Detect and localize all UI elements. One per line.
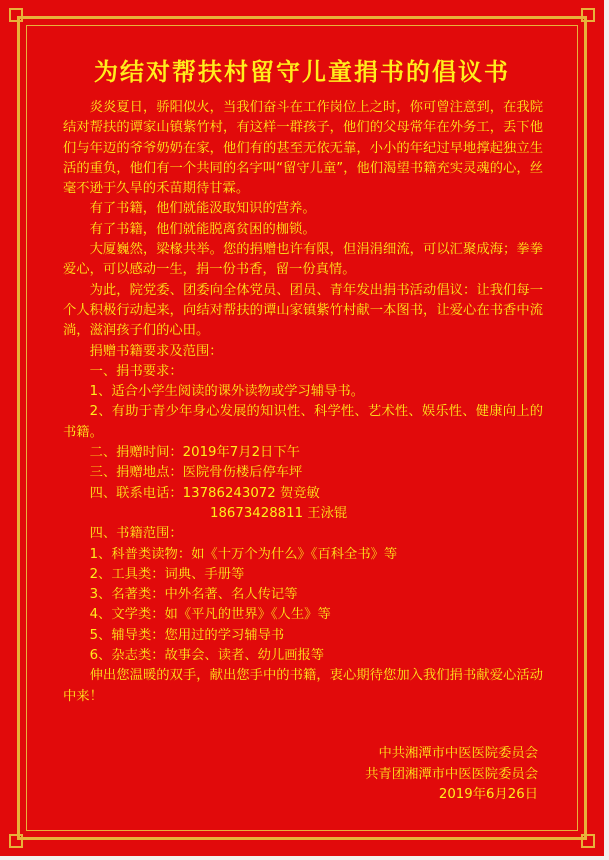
corner-ornament: [581, 834, 595, 848]
list-item: 1、科普类读物：如《十万个为什么》《百科全书》等: [89, 546, 398, 562]
contact-phone: 四、联系电话：13786243072 贺竞敏: [89, 485, 320, 501]
signature-org: 中共湘潭市中医医院委员会: [378, 746, 538, 761]
list-item: 4、文学类：如《平凡的世界》《人生》等: [89, 607, 331, 623]
page-title: 为结对帮扶村留守儿童捐书的倡议书: [94, 58, 510, 86]
paragraph: 有了书籍，他们就能脱离贫困的枷锁。: [89, 221, 316, 237]
corner-ornament: [9, 8, 23, 22]
list-item: 2、有助于青少年身心发展的知识性、科学性、艺术性、娱乐性、健康向上的书籍。: [63, 404, 543, 440]
paragraph: 为此，院党委、团委向全体党员、团员、青年发出捐书活动倡议：让我们每一个人积极行动起来，向结对帮扶的谭山家镇紫竹村献一本图书，让爱心在书香中流淌，滋润孩子们的心田。: [63, 282, 543, 339]
section-heading: 一、捐书要求：: [89, 363, 183, 379]
corner-ornament: [581, 8, 595, 22]
closing-paragraph: 伸出您温暖的双手，献出您手中的书籍，衷心期待您加入我们捐书献爱心活动中来！: [63, 668, 543, 704]
signature-date: 2019年6月26日: [438, 787, 538, 802]
paragraph: 大厦巍然，梁椽共举。您的捐赠也许有限，但涓涓细流，可以汇聚成海；拳拳爱心，可以感动一生，捐一份书香，留一份真情。: [63, 242, 543, 278]
section-heading: 四、书籍范围：: [89, 526, 183, 542]
paragraph: 有了书籍，他们就能汲取知识的营养。: [89, 201, 316, 217]
signature-block: [365, 744, 538, 806]
list-item: 2、工具类：词典、手册等: [89, 566, 245, 582]
proposal-body: [63, 98, 543, 707]
donation-time: 二、捐赠时间：2019年7月2日下午: [89, 445, 300, 461]
list-item: 5、辅导类：您用过的学习辅导书: [89, 627, 285, 643]
donation-place: 三、捐赠地点：医院骨伤楼后停车坪: [89, 465, 303, 481]
requirements-heading: 捐赠书籍要求及范围：: [89, 343, 223, 359]
signature-org: 共青团湘潭市中医医院委员会: [365, 766, 538, 782]
corner-ornament: [9, 834, 23, 848]
list-item: 1、适合小学生阅读的课外读物或学习辅导书。: [89, 384, 364, 400]
contact-phone: 18673428811 王泳锟: [210, 505, 348, 521]
intro-paragraph: 炎炎夏日，骄阳似火，当我们奋斗在工作岗位上之时，你可曾注意到，在我院结对帮扶的谭家山镇紫竹村，有这样一群孩子，他们的父母常年在外务工，丢下他们与年迈的爷爷奶奶在家，他们有的甚至无依无靠，小小的年纪过早地撑起独立生活的重负，他们有一个共同的名字叫“留守儿童”，他们渴望书籍充实灵魂的心，丝毫不逊于久旱的禾苗期待甘霖。: [63, 100, 543, 197]
list-item: 3、名著类：中外名著、名人传记等: [89, 587, 298, 603]
list-item: 6、杂志类：故事会、读者、幼儿画报等: [89, 648, 325, 664]
